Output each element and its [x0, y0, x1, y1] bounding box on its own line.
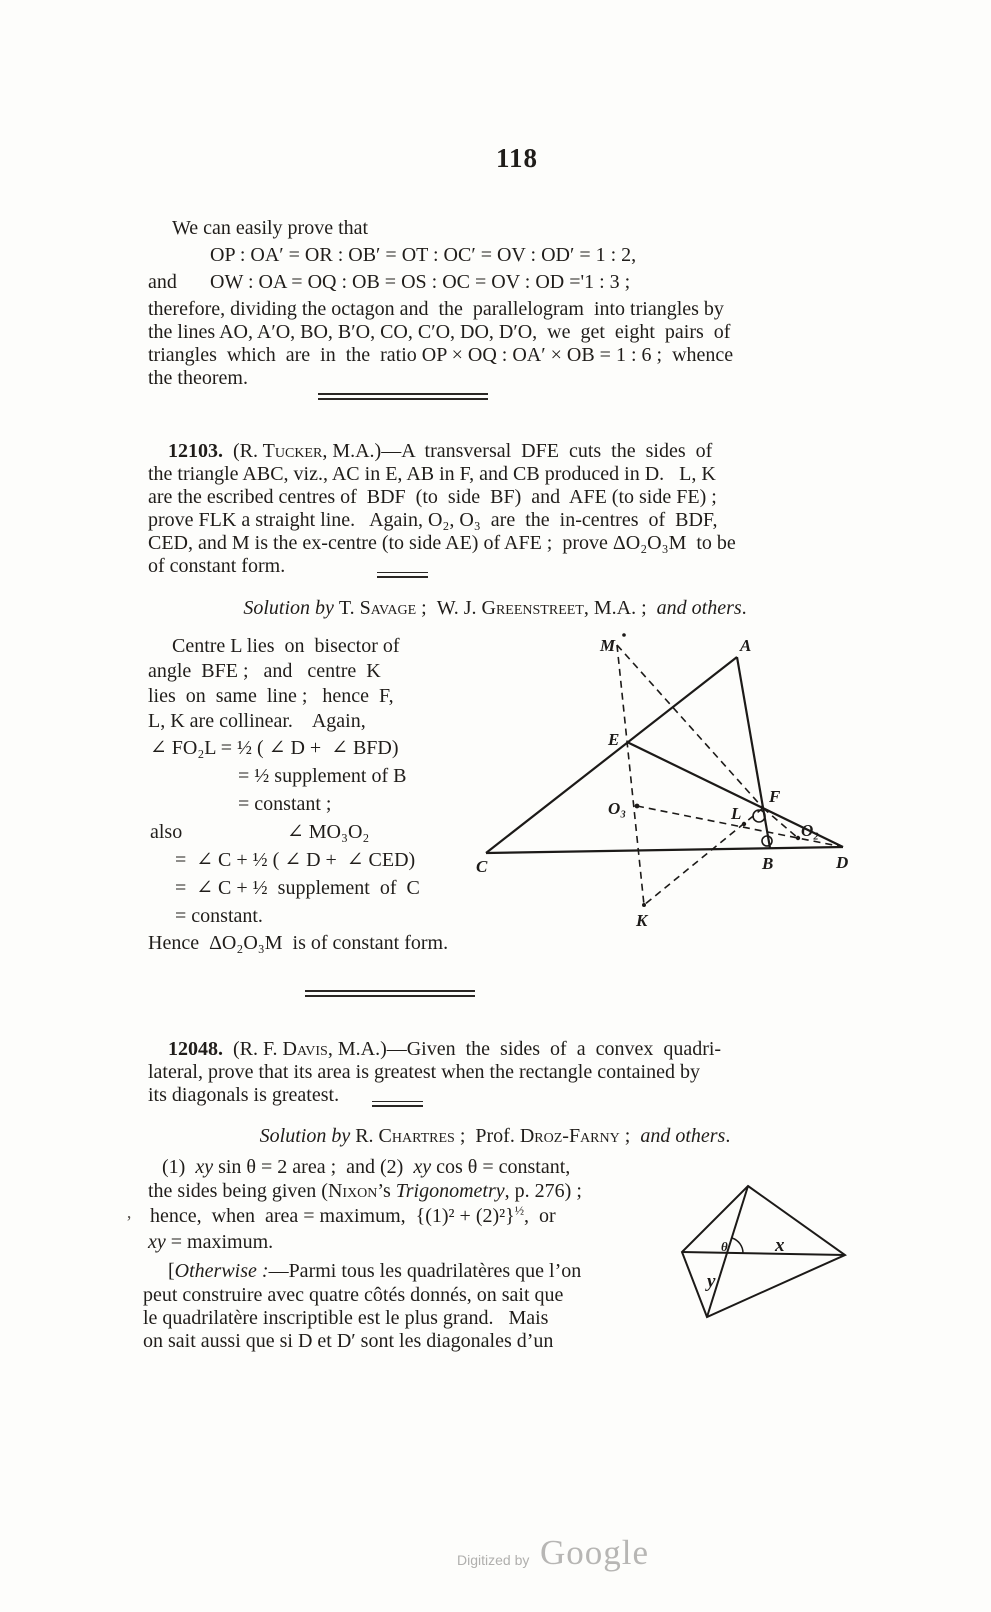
page-number: 118 — [496, 143, 539, 173]
solution-text-line: Centre L lies on bisector of — [172, 635, 400, 657]
solution-equation: ∠ FO₂L = ½ ( ∠ D + ∠ BFD) — [150, 737, 399, 759]
fig-label-D: D — [836, 853, 849, 872]
intro-equation-1: OP : OA′ = OR : OB′ = OT : OC′ = OV : OD′ = 1 : 2, — [210, 244, 637, 266]
problem-12103-line-1: 12103. (R. Tucker, M.A.)—A transversal DFE cuts the sides of — [168, 440, 713, 462]
otherwise-line-4: on sait aussi que si D et D′ sont les diagonales d’un — [143, 1330, 554, 1352]
point-M — [622, 633, 626, 637]
intro-body-line-2: the lines AO, A′O, BO, B′O, CO, C′O, DO, D′O, we get eight pairs of — [148, 321, 731, 343]
fig-label-O2: O₂ — [801, 821, 820, 840]
solution-text-line: L, K are collinear. Again, — [148, 710, 366, 732]
solution-byline-12103: Solution by T. Savage ; W. J. Greenstreet, M.A. ; and others. — [243, 597, 747, 619]
fig-label-O3: O₃ — [608, 799, 627, 818]
dashed-MK — [617, 645, 644, 905]
otherwise-line-1: [Otherwise :—Parmi tous les quadrilatères que l’on — [168, 1260, 582, 1282]
otherwise-line-2: peut construire avec quatre côtés donnés, on sait que — [143, 1284, 564, 1306]
fig-label-B: B — [762, 854, 774, 873]
solution-text-line: lies on same line ; hence F, — [148, 685, 394, 707]
triangle-figure — [450, 595, 880, 935]
problem-12048-line-1: 12048. (R. F. Davis, M.A.)—Given the sides of a convex quadri- — [168, 1038, 722, 1060]
problem-12103-line-2: the triangle ABC, viz., AC in E, AB in F, and CB produced in D. L, K — [148, 463, 716, 485]
intro-body-line-3: triangles which are in the ratio OP × OQ : OA′ × OB = 1 : 6 ; whence — [148, 344, 734, 366]
problem-12103-line-5: CED, and M is the ex-centre (to side AE) of AFE ; prove ΔO₂O₃M to be — [148, 532, 736, 554]
point-K — [642, 903, 646, 907]
watermark-prefix: Digitized by — [457, 1552, 530, 1568]
angle-mark-B — [762, 836, 772, 846]
intro-lead: We can easily prove that — [172, 217, 369, 239]
theta-arc — [732, 1238, 743, 1253]
problem-12103-line-4: prove FLK a straight line. Again, O₂, O₃ are the in-centres of BDF, — [148, 509, 718, 531]
watermark-digitized-by — [457, 1552, 529, 1570]
solution-equation: = constant ; — [238, 793, 332, 815]
problem-12103-line-3: are the escribed centres of BDF (to side BF) and AFE (to side FE) ; — [148, 486, 717, 508]
intro-and: and — [148, 271, 177, 293]
dashed-MF — [617, 645, 763, 808]
solution-equation: ∠ MO₃O₂ — [287, 821, 370, 843]
solution-conclusion: Hence ΔO₂O₃M is of constant form. — [148, 932, 449, 954]
quadrilateral-figure — [655, 1165, 870, 1330]
fig-label-M: M — [600, 636, 616, 655]
solution-48-line-2: the sides being given (Nixon’s Trigonometry, p. 276) ; — [148, 1180, 582, 1202]
solution-48-line-4: xy = maximum. — [148, 1231, 274, 1253]
point-O2 — [796, 836, 800, 840]
solution-equation: = ∠ C + ½ ( ∠ D + ∠ CED) — [175, 849, 416, 871]
solution-byline-12048: Solution by R. Chartres ; Prof. Droz-Farny ; and others. — [259, 1125, 731, 1147]
section-divider — [305, 990, 475, 997]
intro-equation-2: OW : OA = OQ : OB = OS : OC = OV : OD ='1 : 3 ; — [210, 271, 631, 293]
side-CA — [486, 657, 737, 853]
margin-scan-mark: ‚ — [126, 1202, 132, 1222]
problem-12103-line-6: of constant form. — [148, 555, 286, 577]
solution-equation: = constant. — [175, 905, 263, 927]
diagonal-x — [682, 1252, 845, 1255]
problem-rule — [372, 1101, 423, 1107]
problem-12048-line-2: lateral, prove that its area is greatest when the rectangle contained by — [148, 1061, 700, 1083]
point-O3 — [635, 804, 640, 809]
watermark-google-logo — [540, 1533, 649, 1573]
problem-rule — [377, 572, 428, 578]
intro-body-line-1: therefore, dividing the octagon and the parallelogram into triangles by — [148, 298, 724, 320]
fig-label-x: x — [775, 1235, 785, 1256]
fig-label-C: C — [476, 857, 488, 876]
fig-label-y: y — [707, 1271, 716, 1292]
solution-equation: = ∠ C + ½ supplement of C — [175, 877, 420, 899]
google-logo-text: Google — [540, 1533, 650, 1572]
solution-also: also — [150, 821, 183, 843]
fig-label-A: A — [740, 636, 752, 655]
solution-48-line-1: (1) xy sin θ = 2 area ; and (2) xy cos θ = constant, — [162, 1156, 571, 1178]
otherwise-line-3: le quadrilatère inscriptible est le plus grand. Mais — [143, 1307, 549, 1329]
fig-label-theta: θ — [721, 1239, 728, 1254]
point-L — [742, 822, 746, 826]
base-CBD — [486, 847, 843, 853]
problem-12048-line-3: its diagonals is greatest. — [148, 1084, 340, 1106]
solution-48-line-3: hence, when area = maximum, $\{(1)^2 + (2)^2\}^{\frac{1}{2}}$, or — [150, 1203, 556, 1227]
fig-label-K: K — [636, 911, 648, 930]
fig-label-F: F — [769, 787, 781, 806]
fig-label-E: E — [608, 730, 620, 749]
fig-label-L: L — [731, 804, 742, 823]
section-divider — [318, 393, 488, 400]
intro-body-line-4: the theorem. — [148, 367, 248, 389]
solution-text-line: angle BFE ; and centre K — [148, 660, 381, 682]
solution-equation: = ½ supplement of B — [238, 765, 407, 787]
